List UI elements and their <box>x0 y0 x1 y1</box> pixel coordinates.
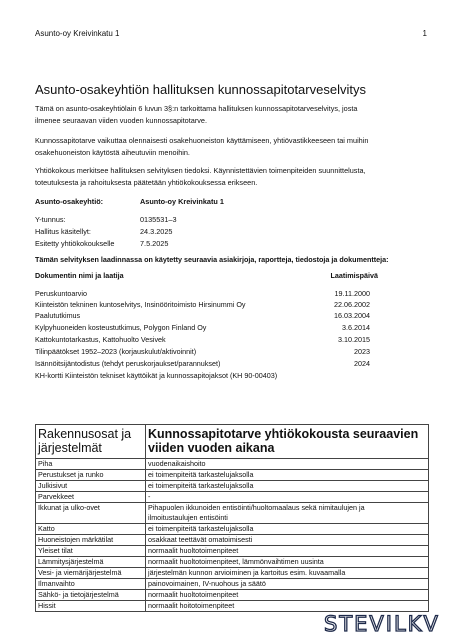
document-name: Kiinteistön tekninen kuntoselvitys, Insinööritoimisto Hirsinummi Oy <box>35 300 246 309</box>
steve-lkv-logo <box>322 612 442 634</box>
need-cell <box>146 503 429 524</box>
need-cell: ei toimenpiteitä tarkastelujaksolla <box>146 524 429 535</box>
need-cell: ei toimenpiteitä tarkastelujaksolla <box>146 470 429 481</box>
part-cell: Piha <box>36 459 146 470</box>
meeting-line: Yhtiökokous merkitsee hallituksen selvityksen tiedoksi. Käynnistettävien toimenpiteiden suunnittelusta, <box>35 166 366 175</box>
meeting-paragraph <box>35 165 430 190</box>
table-row <box>36 481 429 492</box>
document-date: 2024 <box>354 359 370 368</box>
part-cell: Parvekkeet <box>36 492 146 503</box>
need-cell: - <box>146 492 429 503</box>
column-header-parts-line: Rakennusosat ja <box>38 427 132 441</box>
part-cell: Ikkunat ja ulko-ovet <box>36 503 146 524</box>
documents-header-date: Laatimispäivä <box>330 271 378 280</box>
need-cell: normaalit hoitotoimenpiteet <box>146 601 429 612</box>
table-row <box>36 568 429 579</box>
need-cell: osakkaat teettävät omatoimisesti <box>146 535 429 546</box>
column-header-need-line: viiden vuoden aikana <box>148 441 275 455</box>
document-row <box>35 323 428 334</box>
intro-paragraph <box>35 103 430 128</box>
document-name: KH-kortti Kiinteistön tekniset käyttöikät ja kunnossapitojaksot (KH 90-00403) <box>35 371 278 380</box>
part-cell: Yleiset tilat <box>36 546 146 557</box>
document-row <box>35 335 428 346</box>
need-cell: normaalit huoltotoimenpiteet <box>146 590 429 601</box>
document-row <box>35 311 428 322</box>
document-row <box>35 359 428 370</box>
logo-text: STEVILKV <box>324 612 440 634</box>
document-row <box>35 289 428 300</box>
document-date: 3.6.2014 <box>342 323 370 332</box>
table-row <box>36 459 429 470</box>
need-cell: vuodenaikaishoito <box>146 459 429 470</box>
need-cell: painovoimainen, IV-nuohous ja säätö <box>146 579 429 590</box>
document-name: Paalututkimus <box>35 311 81 320</box>
maintenance-table-header <box>36 425 429 459</box>
column-header-need-line: Kunnossapitotarve yhtiökokousta seuraavien <box>148 427 419 441</box>
need-line: ilmoitustaulujen entisöinti <box>148 513 228 522</box>
need-cell: ei toimenpiteitä tarkastelujaksolla <box>146 481 429 492</box>
table-row <box>36 470 429 481</box>
impact-line: Kunnossapitotarve vaikuttaa olennaisesti osakehuoneiston käyttämiseen, yhtiövastikkeeseen tai muihin <box>35 136 369 145</box>
table-row <box>36 503 429 524</box>
kasitelty-label: Hallitus käsitellyt: <box>35 227 91 236</box>
documents-intro: Tämän selvityksen laadinnassa on käytetty seuraavia asiakirjoja, raportteja, tiedostoja ja dokumentteja: <box>35 255 389 264</box>
document-row <box>35 300 428 311</box>
document-row <box>35 371 428 382</box>
part-cell: Sähkö- ja tietojärjestelmä <box>36 590 146 601</box>
document-name: Isännöitsijäntodistus (tehdyt peruskorjaukset/parannukset) <box>35 359 221 368</box>
documents-header-name: Dokumentin nimi ja laatija <box>35 271 124 280</box>
document-title: Asunto-osakeyhtiön hallituksen kunnossapitotarveselvitys <box>35 82 366 97</box>
intro-line: Tämä on asunto-osakeyhtiölain 6 luvun 3§:n tarkoittama hallituksen kunnossapitotarveselvitys, josta <box>35 104 358 113</box>
kasitelty-value: 24.3.2025 <box>140 227 173 236</box>
part-cell: Ilmanvaihto <box>36 579 146 590</box>
document-name: Kylpyhuoneiden kosteustutkimus, Polygon Finland Oy <box>35 323 207 332</box>
esitetty-label: Esitetty yhtiökokoukselle <box>35 239 115 248</box>
part-cell: Huoneistojen märkätilat <box>36 535 146 546</box>
need-cell: normaalit huoltotoimenpiteet, lämmönvaihtimen uusinta <box>146 557 429 568</box>
ytunnus-value: 0135531–3 <box>140 215 177 224</box>
table-row <box>36 546 429 557</box>
company-label: Asunto-osakeyhtiö: <box>35 197 104 206</box>
document-date: 19.11.2000 <box>334 289 370 298</box>
table-row <box>36 492 429 503</box>
table-row <box>36 590 429 601</box>
maintenance-table <box>35 424 429 612</box>
document-date: 3.10.2015 <box>338 335 370 344</box>
document-name: Tilinpäätökset 1952–2023 (korjauskulut/aktivoinnit) <box>35 347 197 356</box>
meeting-line: toteutuksesta ja rahoituksesta päätetään yhtiökokouksessa erikseen. <box>35 178 258 188</box>
documents-header <box>35 271 428 282</box>
impact-paragraph <box>35 135 430 160</box>
column-header-parts <box>36 425 146 459</box>
need-line: Pihapuolen ikkunoiden entisöinti/huoltomaalaus sekä nimitaulujen ja <box>148 503 365 512</box>
ytunnus-label: Y-tunnus: <box>35 215 66 224</box>
table-row <box>36 601 429 612</box>
company-value: Asunto-oy Kreivinkatu 1 <box>140 197 224 206</box>
part-cell: Perustukset ja runko <box>36 470 146 481</box>
intro-line: ilmenee seuraavan viiden vuoden kunnossapitotarve. <box>35 116 207 126</box>
need-cell: järjestelmän kunnon arvioiminen ja kartoitus esim. kuvaamalla <box>146 568 429 579</box>
impact-line: osakehuoneiston käytöstä aiheutuviin menoihin. <box>35 148 190 158</box>
part-cell: Vesi- ja viemärijärjestelmä <box>36 568 146 579</box>
esitetty-value: 7.5.2025 <box>140 239 169 248</box>
page-number: 1 <box>422 29 427 38</box>
column-header-need <box>146 425 429 459</box>
document-date: 2023 <box>354 347 370 356</box>
document-name: Kattokuntotarkastus, Kattohuolto Vesivek <box>35 335 166 344</box>
table-row <box>36 535 429 546</box>
document-name: Peruskuntoarvio <box>35 289 87 298</box>
table-row <box>36 579 429 590</box>
column-header-parts-line: järjestelmät <box>38 441 102 455</box>
document-date: 16.03.2004 <box>334 311 370 320</box>
table-row <box>36 557 429 568</box>
need-cell: normaalit huoltotoimenpiteet <box>146 546 429 557</box>
header-company: Asunto-oy Kreivinkatu 1 <box>35 29 120 38</box>
part-cell: Lämmitysjärjestelmä <box>36 557 146 568</box>
part-cell: Katto <box>36 524 146 535</box>
document-row <box>35 347 428 358</box>
part-cell: Hissit <box>36 601 146 612</box>
document-date: 22.06.2002 <box>334 300 370 309</box>
part-cell: Julkisivut <box>36 481 146 492</box>
table-row <box>36 524 429 535</box>
